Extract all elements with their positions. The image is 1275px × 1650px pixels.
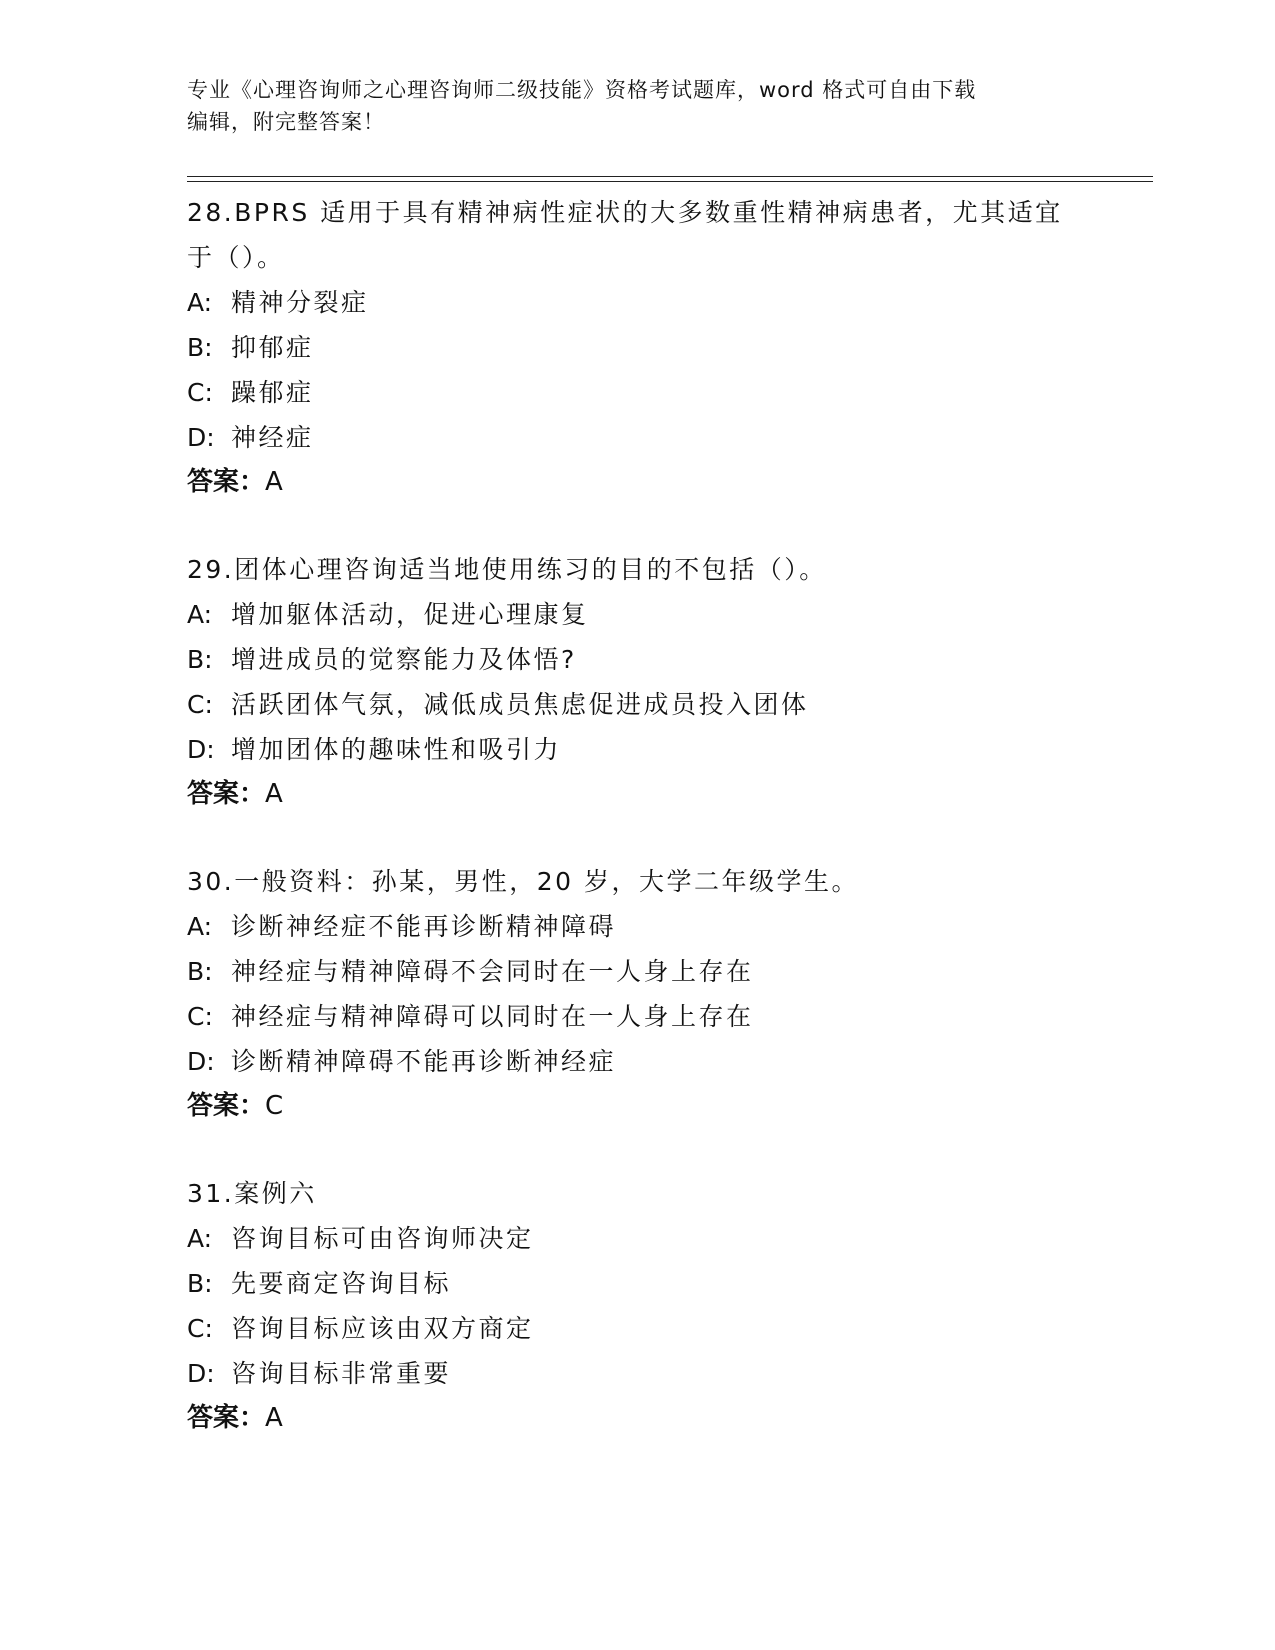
header-line-1: 专业《心理咨询师之心理咨询师二级技能》资格考试题库，word 格式可自由下载 [187, 78, 977, 102]
option-a [187, 904, 1087, 949]
option-label: C: [187, 1002, 213, 1031]
option-text: 抑郁症 [231, 333, 314, 362]
option-text: 咨询目标非常重要 [231, 1359, 452, 1388]
option-label: D: [187, 735, 215, 764]
option-text: 躁郁症 [231, 378, 314, 407]
option-label: A: [187, 1224, 213, 1253]
option-label: D: [187, 423, 215, 452]
option-text: 先要商定咨询目标 [231, 1269, 452, 1298]
option-c [187, 994, 1087, 1039]
answer-value: A [265, 467, 283, 497]
answer-line [187, 1084, 1087, 1129]
option-label: D: [187, 1047, 215, 1076]
option-label: A: [187, 912, 213, 941]
option-b [187, 949, 1087, 994]
answer-label: 答案： [187, 467, 266, 497]
header-line-2: 编辑，附完整答案！ [187, 110, 385, 134]
option-text: 咨询目标应该由双方商定 [231, 1314, 534, 1343]
option-text: 增加团体的趣味性和吸引力 [231, 735, 562, 764]
document-header [187, 74, 1067, 138]
option-text: 诊断神经症不能再诊断精神障碍 [231, 912, 617, 941]
answer-line [187, 772, 1087, 817]
option-text: 精神分裂症 [231, 288, 369, 317]
option-d [187, 1351, 1087, 1396]
answer-value: A [265, 1403, 283, 1433]
option-a [187, 1216, 1087, 1261]
option-label: A: [187, 600, 213, 629]
option-d [187, 727, 1087, 772]
option-label: C: [187, 1314, 213, 1343]
answer-line [187, 460, 1087, 505]
header-divider-top [187, 176, 1153, 177]
option-text: 神经症与精神障碍不会同时在一人身上存在 [231, 957, 754, 986]
question-30 [187, 859, 1087, 1129]
question-stem: 31.案例六 [187, 1179, 317, 1208]
option-a [187, 592, 1087, 637]
option-text: 咨询目标可由咨询师决定 [231, 1224, 534, 1253]
option-label: C: [187, 378, 213, 407]
question-stem: 29.团体心理咨询适当地使用练习的目的不包括（）。 [187, 555, 827, 584]
option-label: C: [187, 690, 213, 719]
option-b [187, 325, 1087, 370]
option-text: 增进成员的觉察能力及体悟? [231, 645, 577, 674]
question-stem: 28.BPRS 适用于具有精神病性症状的大多数重性精神病患者，尤其适宜 [187, 198, 1063, 227]
option-c [187, 682, 1087, 727]
option-text: 神经症与精神障碍可以同时在一人身上存在 [231, 1002, 754, 1031]
option-d [187, 1039, 1087, 1084]
question-28 [187, 190, 1087, 505]
answer-value: C [265, 1091, 284, 1121]
header-divider-bottom [187, 181, 1153, 182]
question-31 [187, 1171, 1087, 1441]
option-text: 活跃团体气氛，减低成员焦虑促进成员投入团体 [231, 690, 809, 719]
option-label: B: [187, 645, 213, 674]
option-d [187, 415, 1087, 460]
option-b [187, 637, 1087, 682]
answer-label: 答案： [187, 1091, 266, 1121]
option-label: B: [187, 333, 213, 362]
option-b [187, 1261, 1087, 1306]
question-29 [187, 547, 1087, 817]
answer-value: A [265, 779, 283, 809]
option-c [187, 370, 1087, 415]
option-text: 神经症 [231, 423, 314, 452]
answer-line [187, 1396, 1087, 1441]
answer-label: 答案： [187, 779, 266, 809]
answer-label: 答案： [187, 1403, 266, 1433]
option-a [187, 280, 1087, 325]
option-c [187, 1306, 1087, 1351]
option-text: 诊断精神障碍不能再诊断神经症 [231, 1047, 617, 1076]
option-text: 增加躯体活动，促进心理康复 [231, 600, 589, 629]
option-label: B: [187, 957, 213, 986]
question-stem: 30.一般资料：孙某，男性，20 岁，大学二年级学生。 [187, 867, 860, 896]
option-label: D: [187, 1359, 215, 1388]
question-list [187, 190, 1087, 1483]
option-label: B: [187, 1269, 213, 1298]
question-stem-continued: 于（）。 [187, 243, 285, 272]
option-label: A: [187, 288, 213, 317]
